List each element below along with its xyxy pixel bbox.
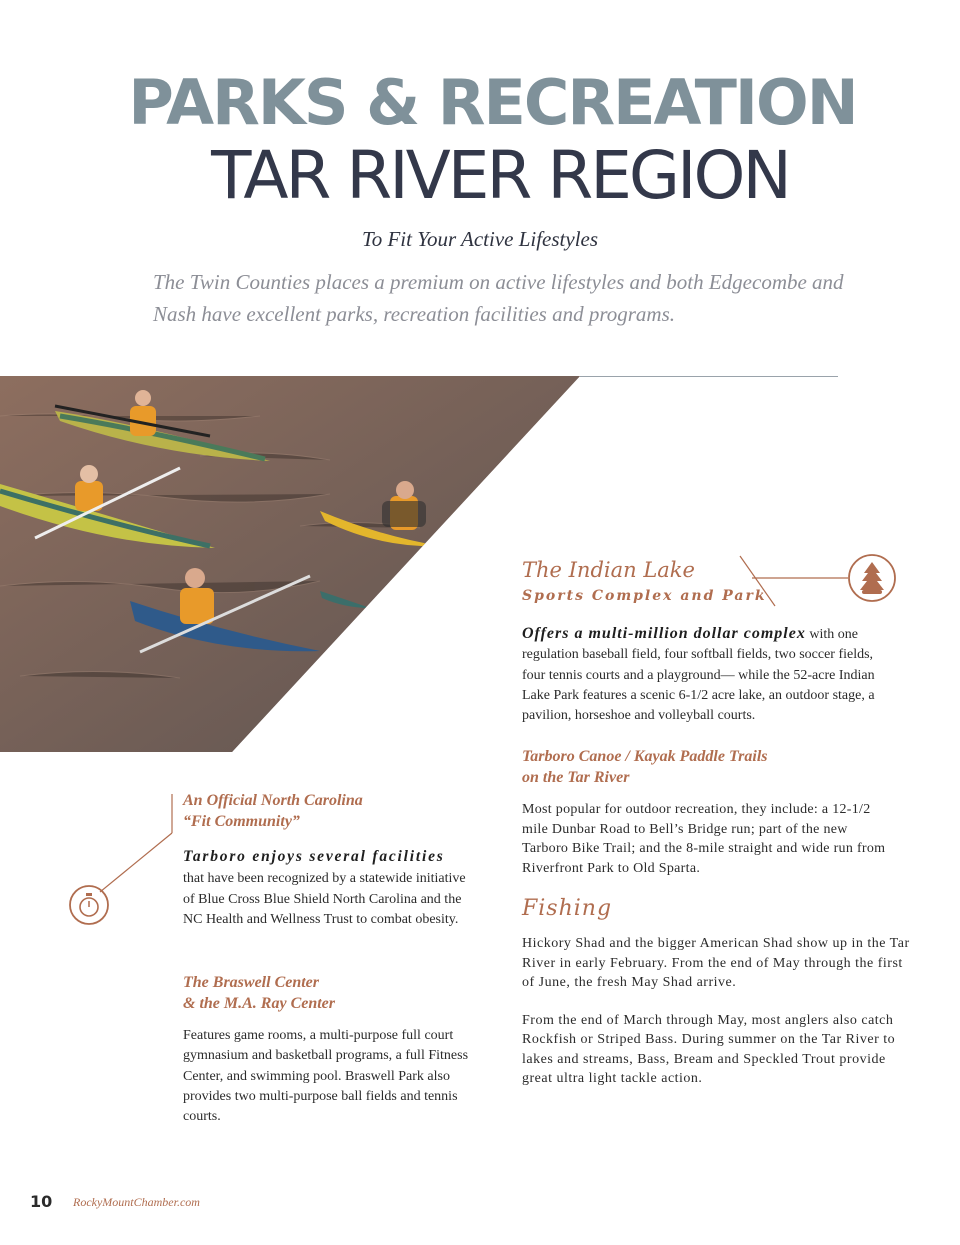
braswell-heading-line1: The Braswell Center — [183, 974, 320, 991]
fit-community-connector — [100, 794, 172, 892]
indian-lake-body: with one regulation baseball field, four softball fields, two soccer fields, four tennis courts and a playground— while the 52-acre Indian Lake Park features a scenic 6-1/2 acre lake, an outdoor stage, a pavilion, horseshoe and volleyball courts. — [522, 627, 875, 724]
stopwatch-icon — [70, 886, 108, 924]
fishing-text — [522, 934, 914, 1107]
tagline: To Fit Your Active Lifestyles — [361, 227, 599, 251]
fit-community-paragraph — [183, 847, 478, 930]
fit-heading-line2: “Fit Community” — [183, 813, 300, 830]
canoe-heading-line2: on the Tar River — [522, 769, 630, 786]
fishing-paragraph-1: Hickory Shad and the bigger American Shad show up in the Tar River in early February. From the end of May through the first of June, the fresh May Shad arrive. — [522, 936, 910, 990]
braswell-heading-line2: & the M.A. Ray Center — [183, 995, 336, 1012]
fit-community-body: that have been recognized by a statewide initiative of Blue Cross Blue Shield North Carolina and the NC Health and Wellness Trust to combat obesity. — [183, 871, 466, 927]
canoe-heading — [522, 746, 842, 788]
pine-tree-icon — [849, 555, 895, 601]
kayak-photo — [0, 376, 580, 752]
page-title: PARKS & RECREATION — [128, 66, 857, 139]
fishing-paragraph-2: From the end of March through May, most anglers also catch Rockfish or Striped Bass. During summer on the Tar River to lakes and streams, Bass, Bream and Speckled Trout provide great ultra light tackle action. — [522, 1012, 896, 1086]
fit-community-lead: Tarboro enjoys several facilities — [183, 848, 445, 865]
braswell-heading — [183, 972, 443, 1014]
fishing-heading: Fishing — [522, 896, 613, 921]
divider-line — [580, 376, 838, 377]
page-number: 10 — [30, 1192, 53, 1211]
fit-heading-line1: An Official North Carolina — [183, 792, 363, 809]
indian-lake-subheading: Sports Complex and Park — [522, 588, 767, 604]
footer-website-link[interactable]: RockyMountChamber.com — [73, 1195, 200, 1209]
indian-lake-lead: Offers a multi-million dollar complex — [522, 625, 806, 642]
intro-paragraph: The Twin Counties places a premium on active lifestyles and both Edgecombe and Nash have excellent parks, recreation facilities and programs. — [153, 270, 844, 326]
canoe-paragraph: Most popular for outdoor recreation, they include: a 12-1/2 mile Dunbar Road to Bell’s Bridge run; part of the new Tarboro Bike Trail; and the 8-mile straight and wide run from Riverfront Park to Old Sparta. — [522, 802, 886, 876]
fit-community-heading — [183, 790, 443, 832]
indian-lake-paragraph — [522, 624, 894, 726]
braswell-paragraph: Features game rooms, a multi-purpose full court gymnasium and basketball programs, a full Fitness Center, and swimming pool. Braswell Park also provides two multi-purpose ball fields and tennis courts. — [183, 1028, 469, 1125]
canoe-heading-line1: Tarboro Canoe / Kayak Paddle Trails — [522, 748, 768, 765]
page-subtitle-region: TAR RIVER REGION — [211, 137, 789, 214]
indian-lake-heading: The Indian Lake — [522, 558, 695, 582]
